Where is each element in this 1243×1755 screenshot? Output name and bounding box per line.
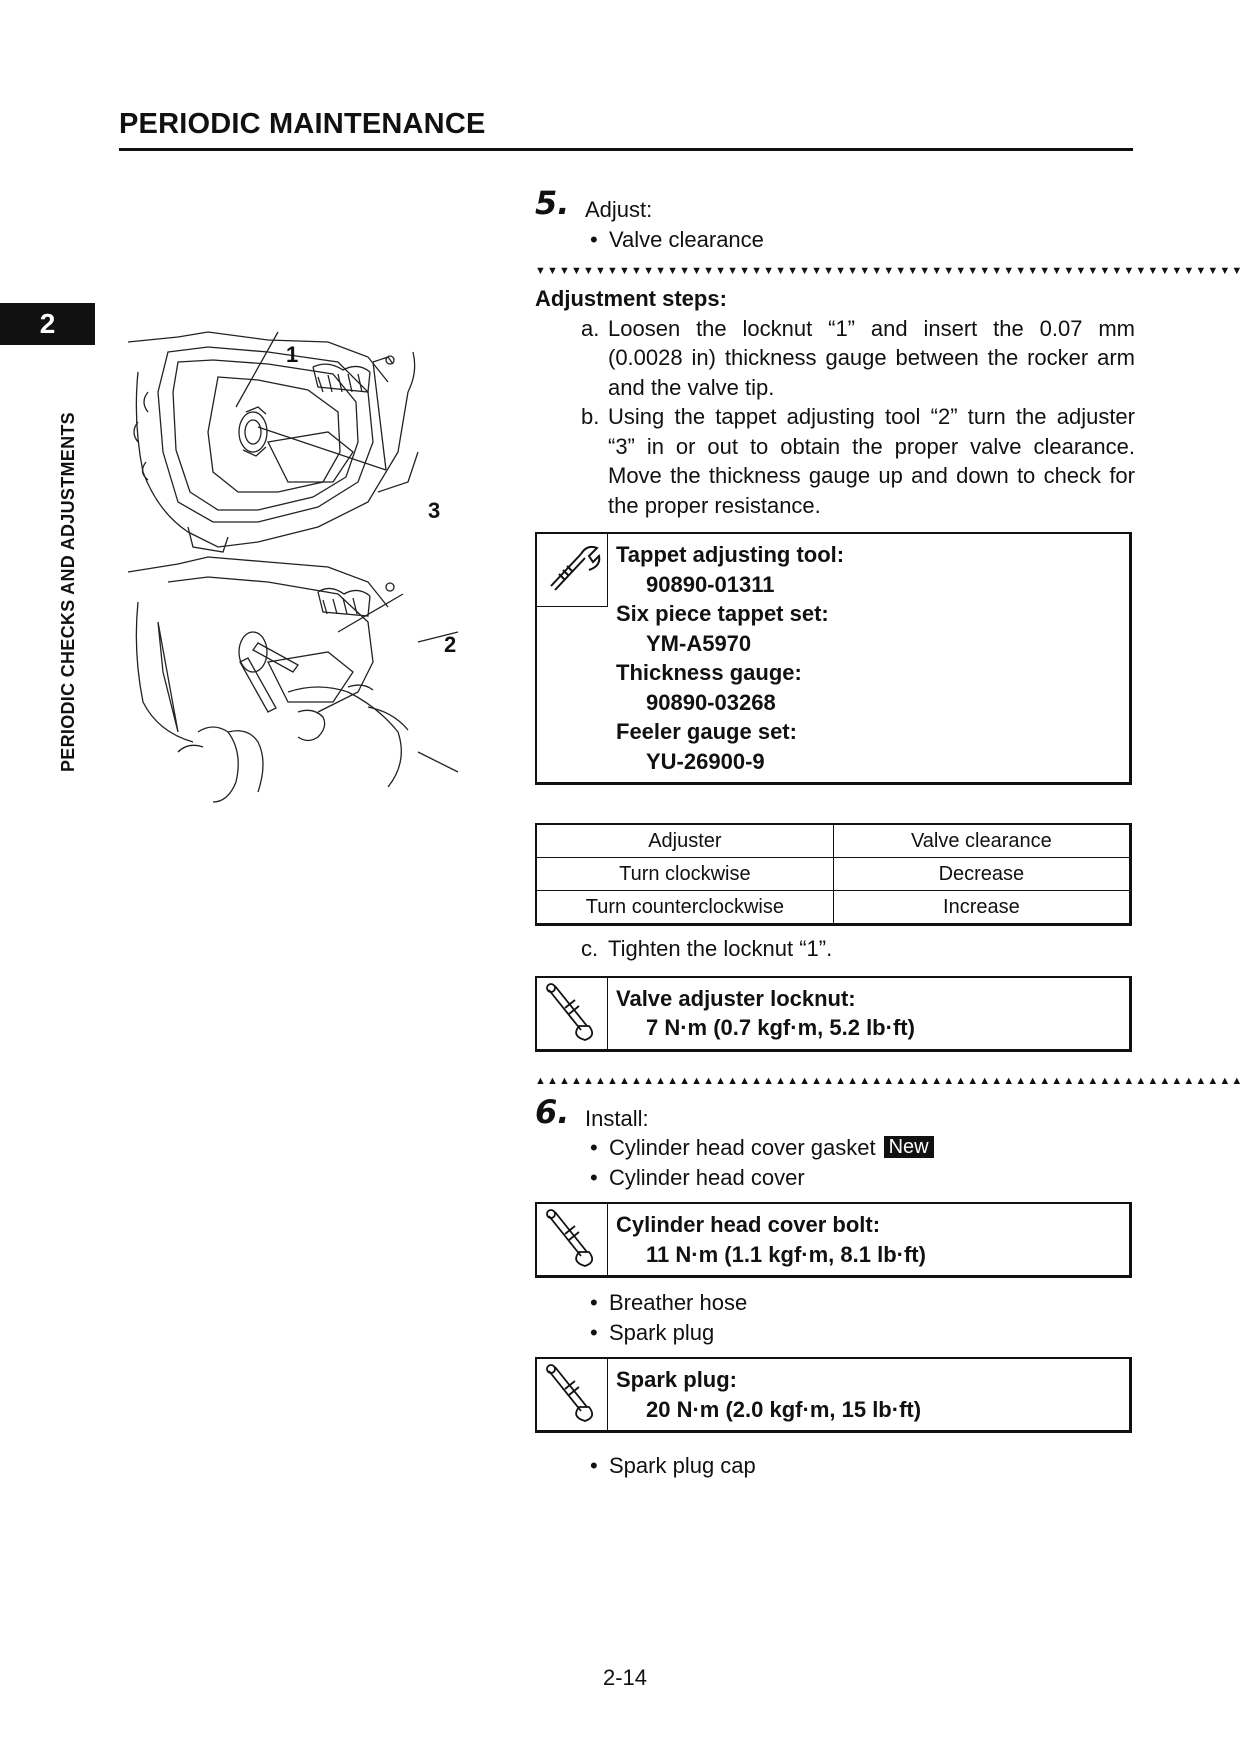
tool-number: YU-26900-9 xyxy=(646,748,765,774)
table-header: Adjuster xyxy=(536,824,833,858)
step-number: 6. xyxy=(535,1092,570,1131)
bullet-item: • Valve clearance xyxy=(535,225,1135,255)
substep-label: c. xyxy=(581,936,599,961)
tool-list xyxy=(608,534,852,782)
table-cell: Increase xyxy=(833,891,1130,925)
table-cell: Decrease xyxy=(833,858,1130,891)
torque-spec-box xyxy=(535,976,1132,1052)
torque-wrench-icon xyxy=(537,1204,608,1275)
substep-text: Using the tappet adjusting tool “2” turn the adjuster “3” in or out to obtain the proper valve clearance. Move the thickness gauge up and down to check for the proper resistance. xyxy=(608,404,1135,518)
tool-number: YM-A5970 xyxy=(646,630,752,656)
substep-b xyxy=(535,402,1135,520)
torque-wrench-icon xyxy=(537,978,608,1049)
bullet-item xyxy=(535,1133,1135,1163)
chapter-tab: 2 xyxy=(0,303,95,345)
tool-name: Feeler gauge set: xyxy=(616,719,797,744)
table-header-row xyxy=(536,824,1131,858)
adjustment-steps-heading: Adjustment steps: xyxy=(535,286,727,311)
adjuster-table xyxy=(535,823,1132,926)
side-label: PERIODIC CHECKS AND ADJUSTMENTS xyxy=(58,412,78,772)
table-row xyxy=(536,891,1131,925)
main-content xyxy=(535,184,1243,1481)
table-cell: Turn counterclockwise xyxy=(536,891,833,925)
callout-3: 3 xyxy=(428,498,441,523)
torque-spec-box xyxy=(535,1202,1132,1278)
torque-name: Cylinder head cover bolt: xyxy=(616,1212,881,1237)
table-header: Valve clearance xyxy=(833,824,1130,858)
substep-text: Loosen the locknut “1” and insert the 0.07 mm (0.0028 in) thickness gauge between the rocker arm and the valve tip. xyxy=(608,315,1135,400)
table-row xyxy=(536,858,1131,891)
bullet-item: • Spark plug xyxy=(535,1318,1135,1348)
bullet-item: • Spark plug cap xyxy=(535,1451,1135,1481)
tool-name: Thickness gauge: xyxy=(616,660,802,685)
bullet-item: • Breather hose xyxy=(535,1288,1135,1318)
substep-label: a. xyxy=(581,315,600,341)
tool-spec-box xyxy=(535,532,1132,785)
tool-name: Six piece tappet set: xyxy=(616,601,829,626)
steps-end-marker: ▲▲▲▲▲▲▲▲▲▲▲▲▲▲▲▲▲▲▲▲▲▲▲▲▲▲▲▲▲▲▲▲▲▲▲▲▲▲▲▲▲▲▲▲▲▲▲▲▲▲▲▲▲▲▲▲▲▲▲ xyxy=(535,1074,1243,1087)
torque-spec xyxy=(608,1204,934,1275)
callout-1: 1 xyxy=(286,342,299,367)
torque-spec-box xyxy=(535,1357,1132,1433)
special-tool-icon xyxy=(537,534,608,607)
substep-text: Tighten the locknut “1”. xyxy=(608,936,833,961)
step-label: Install: xyxy=(585,1105,649,1131)
substep-label: b. xyxy=(581,404,600,429)
steps-start-marker: ▼▼▼▼▼▼▼▼▼▼▼▼▼▼▼▼▼▼▼▼▼▼▼▼▼▼▼▼▼▼▼▼▼▼▼▼▼▼▼▼▼▼▼▼▼▼▼▼▼▼▼▼▼▼▼▼▼▼▼ xyxy=(535,265,1243,277)
step-5 xyxy=(535,184,1135,225)
bullet-item: • Cylinder head cover xyxy=(535,1163,1135,1193)
torque-wrench-icon xyxy=(537,1359,608,1430)
title-rule xyxy=(119,148,1133,151)
torque-value: 11 N·m (1.1 kgf·m, 8.1 lb·ft) xyxy=(646,1241,926,1267)
tool-number: 90890-01311 xyxy=(646,571,775,597)
substep-a xyxy=(535,314,1135,403)
torque-name: Valve adjuster locknut: xyxy=(616,985,856,1011)
callout-2: 2 xyxy=(444,632,457,657)
table-cell: Turn clockwise xyxy=(536,858,833,891)
bullet-text: Cylinder head cover gasket xyxy=(609,1135,876,1160)
step-label: Adjust: xyxy=(585,197,653,222)
torque-value: 20 N·m (2.0 kgf·m, 15 lb·ft) xyxy=(646,1396,922,1422)
step-number: 5. xyxy=(535,184,570,222)
valve-adjustment-illustration xyxy=(118,332,478,802)
tool-number: 90890-03268 xyxy=(646,689,776,715)
new-badge: New xyxy=(884,1136,934,1158)
tool-name: Tappet adjusting tool: xyxy=(616,542,845,567)
torque-name: Spark plug: xyxy=(616,1367,738,1392)
substep-c xyxy=(535,934,1135,964)
page-number: 2-14 xyxy=(603,1665,648,1690)
torque-spec xyxy=(608,978,923,1049)
torque-spec xyxy=(608,1359,929,1430)
page-title: PERIODIC MAINTENANCE xyxy=(119,108,486,140)
step-6 xyxy=(535,1092,1135,1134)
torque-value: 7 N·m (0.7 kgf·m, 5.2 lb·ft) xyxy=(646,1015,915,1040)
